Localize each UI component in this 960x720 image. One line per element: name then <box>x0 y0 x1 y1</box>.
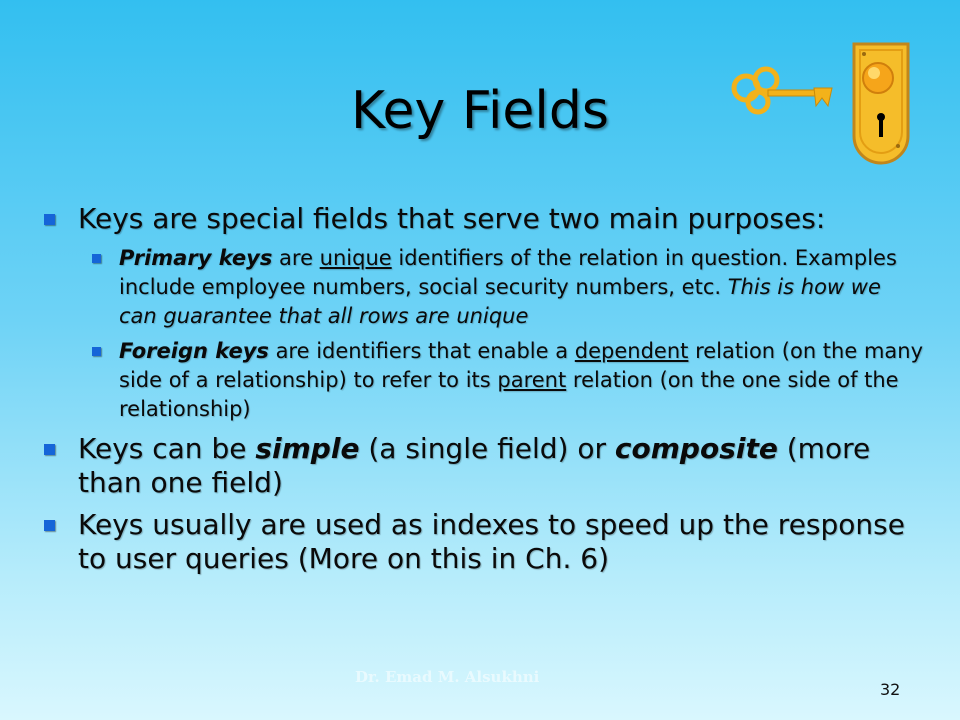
sub-bullet-list <box>44 244 924 424</box>
bullet-simple-composite <box>44 432 924 500</box>
sub-bullet-primary-keys <box>92 244 924 331</box>
text-run: This is how we can guarantee that all rows are unique <box>119 275 881 328</box>
text-run: unique <box>319 246 392 270</box>
keyhole-plate-icon <box>854 44 908 163</box>
text-run: Primary keys <box>119 246 273 270</box>
sub-bullet-marker <box>92 254 101 263</box>
key-clipart-icon <box>734 69 832 112</box>
bullet-content <box>44 202 924 584</box>
bullet-marker <box>44 444 55 455</box>
sub-bullet-foreign-keys <box>92 337 924 424</box>
text-run: Keys can be <box>78 432 256 465</box>
author-watermark: Dr. Emad M. Alsukhni <box>355 668 540 686</box>
key-clipart <box>728 40 914 180</box>
slide-title: Key Fields <box>351 81 609 141</box>
text-run: identifiers of the relation in question. Examples include employee numbers, social security numbers, etc. <box>119 246 897 299</box>
text-run: dependent <box>574 339 689 363</box>
text-run: are identifiers that enable a <box>268 339 575 363</box>
text-run: relation (on the many side of a relationship) to refer to its <box>119 339 924 392</box>
text-run: (a single field) or <box>359 432 615 465</box>
text-run: parent <box>497 368 567 392</box>
text-run: Foreign keys <box>119 339 269 363</box>
sub-bullet-marker <box>92 347 101 356</box>
text-run: (more than one field) <box>78 432 871 499</box>
text-run: are <box>272 246 320 270</box>
bullet-text: Keys usually are used as indexes to speed up the response to user queries (More on this in Ch. 6) <box>78 508 905 575</box>
bullet-text: Keys are special fields that serve two main purposes: <box>78 202 826 235</box>
bullet-keys-purposes <box>44 202 924 236</box>
text-run: relation (on the one side of the relationship) <box>119 368 899 421</box>
bullet-marker <box>44 214 55 225</box>
text-run: simple <box>255 432 360 465</box>
bullet-marker <box>44 520 55 531</box>
bullet-indexes <box>44 508 924 576</box>
text-run: composite <box>614 432 778 465</box>
page-number: 32 <box>880 680 901 699</box>
